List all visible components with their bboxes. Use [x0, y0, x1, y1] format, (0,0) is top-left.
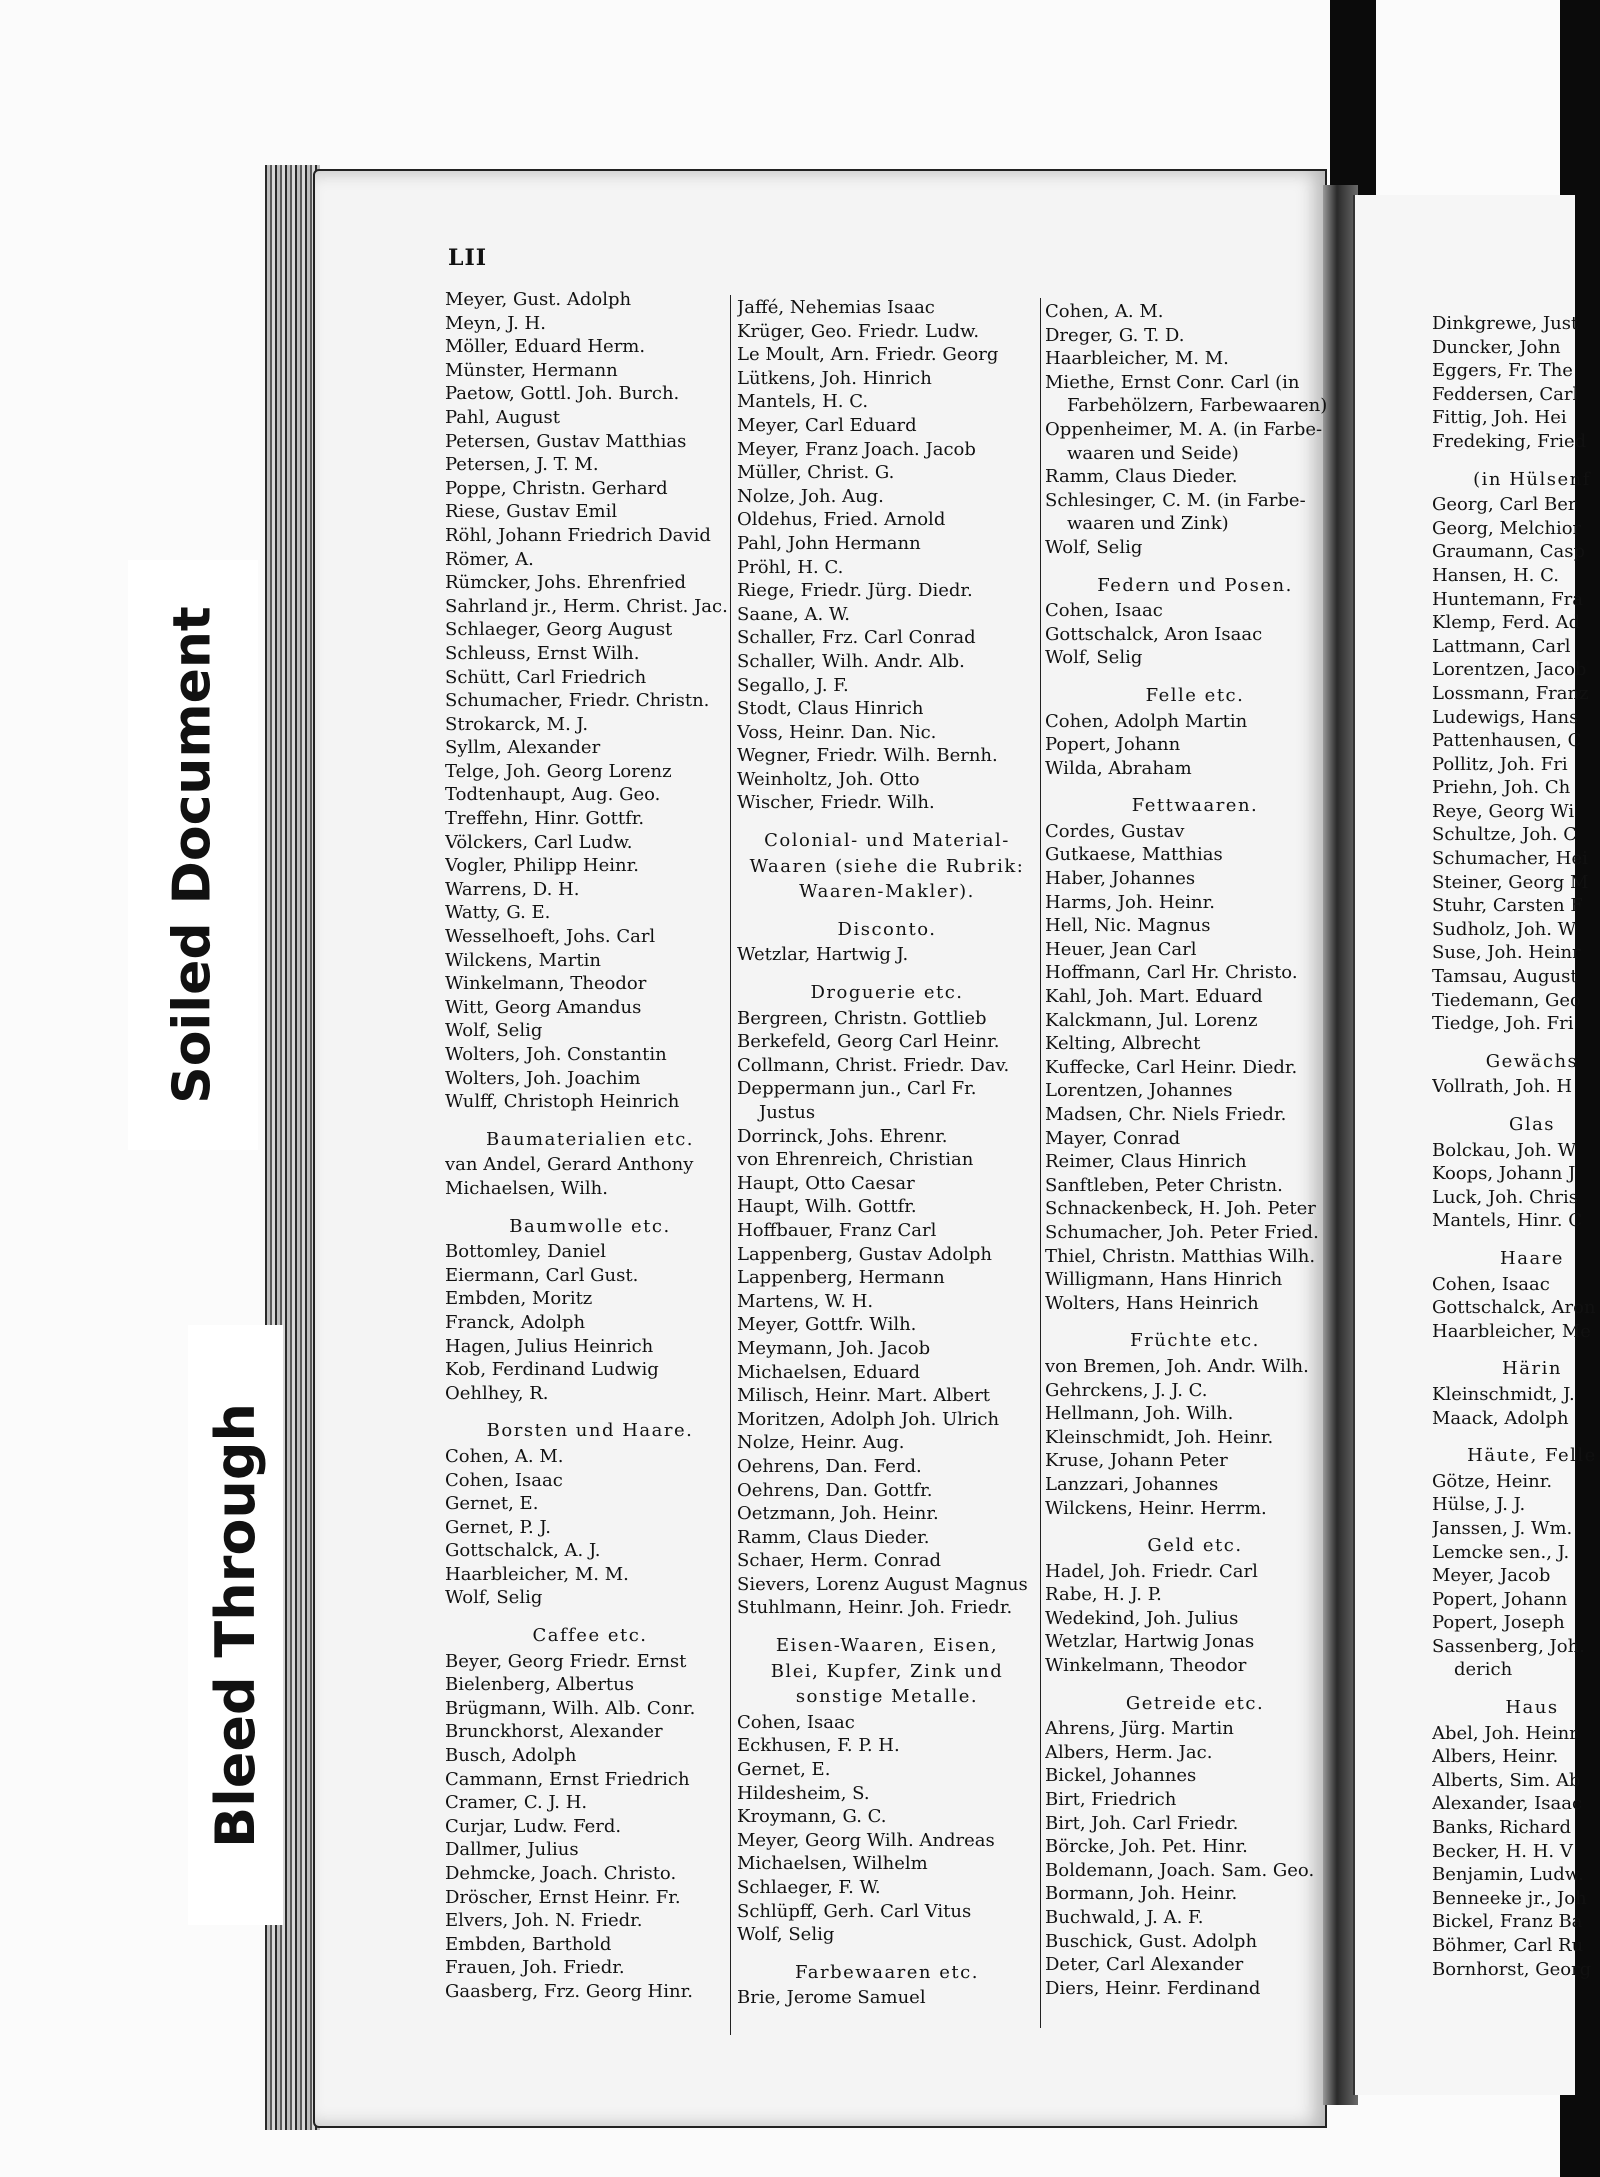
- section-heading: (in Hülsenf: [1473, 468, 1591, 490]
- directory-entry: Wilda, Abraham: [1045, 757, 1192, 779]
- directory-entry: von Ehrenreich, Christian: [737, 1149, 974, 1171]
- directory-entry: Kob, Ferdinand Ludwig: [445, 1359, 659, 1381]
- directory-entry: Oehrens, Dan. Ferd.: [737, 1455, 922, 1477]
- directory-entry: Telge, Joh. Georg Lorenz: [445, 760, 672, 782]
- directory-entry: Wolf, Selig: [1045, 647, 1143, 669]
- directory-entry: Huntemann, Fra: [1432, 588, 1584, 610]
- directory-entry: Rümcker, Johs. Ehrenfried: [445, 572, 687, 594]
- directory-entry: Alexander, Isaac: [1432, 1793, 1583, 1815]
- directory-entry: Lappenberg, Hermann: [737, 1267, 945, 1289]
- directory-entry: Tiedemann, Geo: [1432, 989, 1581, 1011]
- directory-entry: Michaelsen, Wilhelm: [737, 1853, 928, 1875]
- directory-entry: Wolters, Joh. Constantin: [445, 1044, 667, 1065]
- soiled-document-text: Soiled Document: [163, 606, 224, 1104]
- directory-entry: Gutkaese, Matthias: [1045, 844, 1223, 866]
- directory-entry: Meyn, J. H.: [445, 312, 546, 334]
- directory-entry: Franck, Adolph: [445, 1311, 586, 1333]
- directory-entry: Gehrckens, J. J. C.: [1045, 1379, 1208, 1401]
- directory-entry: Götze, Heinr.: [1432, 1470, 1553, 1492]
- directory-entry: Kalckmann, Jul. Lorenz: [1045, 1009, 1258, 1031]
- directory-entry: Michaelsen, Eduard: [737, 1361, 921, 1383]
- section-heading: Baumwolle etc.: [509, 1215, 671, 1237]
- directory-entry: Gaasberg, Frz. Georg Hinr.: [445, 1980, 693, 2002]
- directory-entry: Schlüpff, Gerh. Carl Vitus: [737, 1900, 972, 1922]
- directory-entry: Dröscher, Ernst Heinr. Fr.: [445, 1886, 681, 1908]
- directory-entry: Meymann, Joh. Jacob: [737, 1337, 931, 1359]
- directory-entry: Buschick, Gust. Adolph: [1045, 1930, 1258, 1952]
- directory-entry: Wolters, Hans Heinrich: [1045, 1292, 1259, 1314]
- directory-entry: derich: [1454, 1659, 1513, 1681]
- directory-entry: Klemp, Ferd. Ad: [1432, 612, 1581, 634]
- directory-entry: Sudholz, Joh. W: [1432, 918, 1577, 940]
- directory-entry: Beyer, Georg Friedr. Ernst: [445, 1650, 687, 1672]
- directory-entry: Oehrens, Dan. Gottfr.: [737, 1479, 933, 1501]
- section-heading: Härin: [1502, 1358, 1562, 1380]
- directory-entry: Cohen, Adolph Martin: [1045, 710, 1248, 732]
- section-heading: Caffee etc.: [532, 1625, 648, 1647]
- directory-entry: Heuer, Jean Carl: [1045, 938, 1197, 960]
- directory-entry: Mantels, H. C.: [737, 391, 869, 413]
- section-heading: Gewächs: [1485, 1050, 1579, 1072]
- directory-entry: Cammann, Ernst Friedrich: [445, 1768, 690, 1790]
- directory-entry: Georg, Melchior: [1432, 517, 1582, 539]
- directory-entry: Bickel, Franz Ba: [1432, 1911, 1583, 1933]
- directory-entry: Meyer, Gust. Adolph: [445, 289, 632, 310]
- directory-entry: Müller, Christ. G.: [737, 462, 895, 484]
- directory-entry: Priehn, Joh. Ch: [1432, 777, 1571, 799]
- directory-entry: Moritzen, Adolph Joh. Ulrich: [737, 1408, 1000, 1430]
- section-heading-continued: Blei, Kupfer, Zink und: [770, 1660, 1004, 1682]
- section-heading: Borsten und Haare.: [486, 1420, 694, 1442]
- directory-entry: Ramm, Claus Dieder.: [737, 1526, 930, 1548]
- directory-entry: Michaelsen, Wilh.: [445, 1177, 608, 1199]
- directory-column-3: [1045, 300, 1345, 2000]
- directory-entry: Brie, Jerome Samuel: [737, 1987, 926, 2009]
- directory-entry: Meyer, Franz Joach. Jacob: [737, 438, 976, 460]
- directory-entry: Cohen, Isaac: [1045, 600, 1163, 622]
- directory-entry: Haupt, Wilh. Gottfr.: [737, 1196, 917, 1218]
- directory-entry: Bolckau, Joh. W: [1432, 1139, 1577, 1161]
- directory-entry: Kahl, Joh. Mart. Eduard: [1045, 986, 1263, 1008]
- directory-entry: Reimer, Claus Hinrich: [1045, 1151, 1247, 1173]
- directory-entry: waaren und Seide): [1067, 442, 1239, 464]
- directory-entry: Benneeke jr., Joh: [1432, 1887, 1587, 1909]
- directory-entry: Popert, Johann: [1045, 734, 1181, 756]
- directory-entry: Cohen, Isaac: [445, 1469, 563, 1491]
- directory-entry: Stuhr, Carsten F: [1432, 895, 1583, 917]
- directory-entry: Wischer, Friedr. Wilh.: [737, 792, 935, 814]
- directory-column-1: [445, 288, 735, 2004]
- directory-entry: Albers, Heinr.: [1432, 1746, 1559, 1768]
- directory-entry: Weinholtz, Joh. Otto: [737, 768, 920, 790]
- directory-entry: Elvers, Joh. N. Friedr.: [445, 1910, 643, 1932]
- section-heading: Haus: [1505, 1697, 1559, 1719]
- directory-entry: Abel, Joh. Heinr: [1432, 1722, 1578, 1744]
- directory-entry: Ramm, Claus Dieder.: [1045, 466, 1238, 488]
- directory-entry: Deppermann jun., Carl Fr.: [737, 1078, 977, 1100]
- directory-entry: Miethe, Ernst Conr. Carl (in: [1045, 371, 1300, 393]
- directory-entry: von Bremen, Joh. Andr. Wilh.: [1045, 1355, 1309, 1377]
- directory-entry: Thiel, Christn. Matthias Wilh.: [1045, 1245, 1316, 1267]
- directory-entry: Dreger, G. T. D.: [1045, 324, 1185, 346]
- directory-entry: Röhl, Johann Friedrich David: [445, 524, 711, 546]
- directory-entry: Schlaeger, F. W.: [737, 1877, 881, 1898]
- directory-entry: Boldemann, Joach. Sam. Geo.: [1045, 1859, 1315, 1881]
- section-heading: Farbewaaren etc.: [795, 1961, 979, 1983]
- section-heading-continued: sonstige Metalle.: [795, 1686, 979, 1708]
- directory-entry: Kuffecke, Carl Heinr. Diedr.: [1045, 1056, 1298, 1078]
- directory-entry: Kleinschmidt, Joh. Heinr.: [1045, 1426, 1274, 1448]
- directory-entry: Sassenberg, Joh.: [1432, 1635, 1585, 1657]
- directory-entry: Haarbleicher, M. M.: [445, 1563, 629, 1585]
- directory-entry: Syllm, Alexander: [445, 737, 601, 759]
- directory-entry: Martens, W. H.: [737, 1290, 874, 1312]
- directory-entry: Meyer, Jacob: [1432, 1565, 1551, 1587]
- directory-entry: Luck, Joh. Chris: [1432, 1186, 1579, 1208]
- directory-entry: Wedekind, Joh. Julius: [1045, 1607, 1239, 1629]
- directory-entry: Rabe, H. J. P.: [1045, 1584, 1162, 1606]
- section-heading: Federn und Posen.: [1097, 574, 1293, 596]
- directory-entry: Völckers, Carl Ludw.: [445, 831, 633, 853]
- directory-entry: Wolf, Selig: [737, 1924, 835, 1946]
- column-rule: [1040, 298, 1041, 2028]
- directory-entry: Bickel, Johannes: [1045, 1765, 1197, 1787]
- directory-entry: Hell, Nic. Magnus: [1045, 915, 1211, 937]
- directory-entry: Lemcke sen., J.: [1432, 1541, 1570, 1563]
- directory-entry: Schleuss, Ernst Wilh.: [445, 642, 640, 664]
- directory-entry: Pahl, August: [445, 406, 561, 428]
- directory-entry: Kruse, Johann Peter: [1045, 1450, 1228, 1472]
- directory-entry: Poppe, Christn. Gerhard: [445, 477, 668, 499]
- directory-entry: Strokarck, M. J.: [445, 713, 589, 735]
- directory-entry: Lorentzen, Jacob: [1432, 659, 1587, 681]
- directory-entry: Hoffbauer, Franz Carl: [737, 1219, 937, 1241]
- directory-entry: Wulff, Christoph Heinrich: [445, 1091, 680, 1113]
- directory-entry: Hagen, Julius Heinrich: [445, 1335, 654, 1357]
- directory-entry: Riege, Friedr. Jürg. Diedr.: [737, 580, 973, 602]
- directory-entry: Graumann, Casp: [1432, 541, 1585, 563]
- directory-entry: Vogler, Philipp Heinr.: [445, 855, 639, 877]
- section-heading: Geld etc.: [1147, 1535, 1243, 1557]
- directory-entry: Hellmann, Joh. Wilh.: [1045, 1403, 1234, 1425]
- directory-entry: Buchwald, J. A. F.: [1045, 1907, 1204, 1928]
- directory-entry: Eckhusen, F. P. H.: [737, 1735, 900, 1757]
- directory-entry: Oppenheimer, M. A. (in Farbe-: [1045, 418, 1323, 440]
- directory-entry: Bornhorst, Georg: [1432, 1958, 1592, 1980]
- section-heading: Droguerie etc.: [810, 982, 964, 1004]
- directory-entry: Janssen, J. Wm.: [1432, 1517, 1573, 1539]
- directory-entry: Sanftleben, Peter Christn.: [1045, 1174, 1283, 1196]
- directory-entry: Brunckhorst, Alexander: [445, 1721, 663, 1743]
- directory-entry: Pollitz, Joh. Fri: [1432, 753, 1568, 775]
- directory-entry: Wilckens, Heinr. Herrm.: [1045, 1497, 1267, 1519]
- directory-entry: Schumacher, Hei: [1432, 848, 1588, 870]
- directory-entry: Todtenhaupt, Aug. Geo.: [445, 784, 661, 806]
- directory-entry: Schumacher, Joh. Peter Fried.: [1045, 1221, 1319, 1243]
- directory-entry: Schlesinger, C. M. (in Farbe-: [1045, 489, 1306, 511]
- directory-entry: Lossmann, Franz: [1432, 682, 1589, 704]
- directory-entry: Wesselhoeft, Johs. Carl: [445, 926, 656, 948]
- directory-entry: Schlaeger, Georg August: [445, 619, 673, 641]
- section-heading: Disconto.: [837, 918, 937, 940]
- directory-entry: Reye, Georg Wi: [1432, 800, 1575, 822]
- directory-entry: Cordes, Gustav: [1045, 820, 1185, 842]
- directory-entry: Gernet, E.: [445, 1493, 539, 1515]
- directory-entry: waaren und Zink): [1067, 513, 1229, 535]
- directory-entry: Schumacher, Friedr. Christn.: [445, 690, 710, 712]
- directory-entry: Wolf, Selig: [445, 1020, 543, 1042]
- directory-entry: Stuhlmann, Heinr. Joh. Friedr.: [737, 1597, 1013, 1619]
- directory-entry: Hildesheim, S.: [737, 1782, 870, 1804]
- directory-entry: Berkefeld, Georg Carl Heinr.: [737, 1031, 1000, 1053]
- directory-entry: Voss, Heinr. Dan. Nic.: [737, 721, 937, 743]
- directory-entry: Meyer, Gottfr. Wilh.: [737, 1314, 917, 1336]
- directory-entry: Winkelmann, Theodor: [1045, 1655, 1247, 1677]
- directory-entry: Gernet, E.: [737, 1759, 831, 1781]
- directory-entry: Wolf, Selig: [445, 1587, 543, 1609]
- directory-entry: Birt, Friedrich: [1045, 1789, 1177, 1811]
- directory-entry: Jaffé, Nehemias Isaac: [737, 297, 935, 318]
- section-heading: Glas: [1508, 1114, 1556, 1135]
- directory-entry: Haber, Johannes: [1045, 868, 1196, 890]
- directory-entry: Benjamin, Ludw.: [1432, 1864, 1584, 1886]
- directory-entry: Hadel, Joh. Friedr. Carl: [1045, 1560, 1258, 1582]
- directory-entry: Bormann, Joh. Heinr.: [1045, 1883, 1238, 1905]
- directory-entry: Schaer, Herm. Conrad: [737, 1550, 941, 1572]
- directory-entry: Wegner, Friedr. Wilh. Bernh.: [737, 745, 998, 767]
- directory-entry: Cohen, Isaac: [737, 1711, 855, 1733]
- directory-entry: Paetow, Gottl. Joh. Burch.: [445, 383, 680, 405]
- directory-entry: Stodt, Claus Hinrich: [737, 698, 924, 720]
- directory-entry: Mayer, Conrad: [1045, 1127, 1181, 1149]
- directory-entry: Gottschalck, Aron Isaac: [1045, 623, 1263, 645]
- directory-entry: Warrens, D. H.: [445, 878, 580, 900]
- directory-entry: Schnackenbeck, H. Joh. Peter: [1045, 1198, 1316, 1220]
- directory-entry: Gottschalck, A. J.: [445, 1540, 601, 1562]
- directory-entry: Georg, Carl Ber: [1432, 494, 1577, 516]
- bleed-through-text: Bleed Through: [204, 1402, 268, 1848]
- directory-entry: Collmann, Christ. Friedr. Dav.: [737, 1054, 1010, 1076]
- directory-entry: Cohen, Isaac: [1432, 1273, 1550, 1295]
- directory-entry: Möller, Eduard Herm.: [445, 336, 646, 358]
- directory-entry: Koops, Johann J: [1432, 1163, 1576, 1185]
- directory-entry: Harms, Joh. Heinr.: [1045, 891, 1215, 913]
- directory-entry: Gernet, P. J.: [445, 1516, 552, 1538]
- directory-entry: Petersen, J. T. M.: [445, 454, 599, 476]
- directory-entry: Pattenhausen, C: [1432, 730, 1582, 752]
- directory-entry: Mantels, Hinr. C: [1432, 1210, 1582, 1232]
- directory-entry: Hansen, H. C.: [1432, 564, 1559, 586]
- directory-entry: Krüger, Geo. Friedr. Ludw.: [737, 320, 980, 342]
- directory-entry: Riese, Gustav Emil: [445, 501, 618, 523]
- directory-column-4: [1432, 312, 1600, 1981]
- directory-entry: Segallo, J. F.: [737, 674, 849, 696]
- directory-entry: Sievers, Lorenz August Magnus: [737, 1573, 1028, 1595]
- directory-entry: Kleinschmidt, J.: [1432, 1383, 1575, 1405]
- directory-entry: Münster, Hermann: [445, 359, 618, 381]
- directory-entry: Börcke, Joh. Pet. Hinr.: [1045, 1836, 1248, 1858]
- directory-entry: Oldehus, Fried. Arnold: [737, 509, 946, 531]
- directory-entry: Dallmer, Julius: [445, 1839, 579, 1861]
- directory-entry: Haupt, Otto Caesar: [737, 1172, 915, 1194]
- directory-entry: Willigmann, Hans Hinrich: [1045, 1269, 1283, 1291]
- directory-entry: Watty, G. E.: [445, 902, 551, 924]
- directory-entry: Ahrens, Jürg. Martin: [1045, 1718, 1234, 1740]
- directory-entry: Schütt, Carl Friedrich: [445, 666, 647, 688]
- directory-entry: Busch, Adolph: [445, 1745, 577, 1767]
- directory-entry: Hülse, J. J.: [1432, 1494, 1526, 1516]
- directory-entry: Diers, Heinr. Ferdinand: [1045, 1977, 1261, 1999]
- directory-entry: Schultze, Joh. C: [1432, 824, 1578, 846]
- directory-entry: van Andel, Gerard Anthony: [445, 1154, 694, 1176]
- directory-entry: Saane, A. W.: [737, 603, 851, 625]
- directory-entry: Meyer, Carl Eduard: [737, 414, 917, 436]
- directory-entry: Duncker, John: [1432, 336, 1561, 358]
- directory-entry: Dinkgrewe, Just: [1432, 313, 1579, 334]
- directory-entry: Popert, Joseph: [1432, 1612, 1565, 1634]
- directory-entry: Winkelmann, Theodor: [445, 973, 647, 995]
- bleed-through-label: [188, 1325, 283, 1925]
- directory-entry: Dehmcke, Joach. Christo.: [445, 1863, 677, 1884]
- page-number: LII: [448, 245, 488, 271]
- directory-entry: Frauen, Joh. Friedr.: [445, 1957, 625, 1979]
- section-heading-continued: Waaren (siehe die Rubrik:: [749, 855, 1025, 877]
- directory-entry: Steiner, Georg M: [1432, 871, 1589, 893]
- directory-entry: Hoffmann, Carl Hr. Christo.: [1045, 962, 1298, 984]
- directory-entry: Lorentzen, Johannes: [1045, 1080, 1233, 1102]
- directory-entry: Lattmann, Carl: [1432, 635, 1571, 657]
- section-heading: Colonial- und Material-: [764, 830, 1010, 852]
- directory-entry: Deter, Carl Alexander: [1045, 1954, 1244, 1976]
- directory-entry: Bottomley, Daniel: [445, 1241, 606, 1263]
- directory-entry: Gottschalck, Aron: [1432, 1297, 1596, 1319]
- directory-entry: Pahl, John Hermann: [737, 532, 921, 554]
- directory-entry: Le Moult, Arn. Friedr. Georg: [737, 344, 999, 366]
- directory-entry: Wolf, Selig: [1045, 536, 1143, 558]
- directory-entry: Meyer, Georg Wilh. Andreas: [737, 1829, 995, 1851]
- directory-entry: Schaller, Wilh. Andr. Alb.: [737, 650, 965, 672]
- section-heading: Baumaterialien etc.: [486, 1128, 694, 1150]
- section-heading: Eisen-Waaren, Eisen,: [775, 1635, 999, 1657]
- directory-entry: Madsen, Chr. Niels Friedr.: [1045, 1104, 1287, 1125]
- section-heading: Haare: [1500, 1247, 1564, 1269]
- section-heading: Getreide etc.: [1125, 1692, 1265, 1714]
- directory-entry: Witt, Georg Amandus: [445, 996, 642, 1018]
- directory-entry: Oetzmann, Joh. Heinr.: [737, 1503, 939, 1525]
- directory-entry: Wilckens, Martin: [445, 949, 601, 971]
- directory-entry: Cohen, A. M.: [445, 1445, 564, 1467]
- section-heading: Früchte etc.: [1130, 1330, 1260, 1352]
- directory-entry: Farbehölzern, Farbewaaren): [1067, 395, 1328, 417]
- directory-entry: Fredeking, Fried: [1432, 430, 1587, 452]
- directory-entry: Cramer, C. J. H.: [445, 1792, 588, 1814]
- section-heading: Fettwaaren.: [1131, 795, 1259, 817]
- directory-entry: Bielenberg, Albertus: [445, 1674, 634, 1696]
- directory-column-2: [737, 296, 1037, 2010]
- section-heading: Felle etc.: [1145, 684, 1245, 706]
- directory-entry: Maack, Adolph: [1432, 1407, 1569, 1429]
- directory-entry: Milisch, Heinr. Mart. Albert: [737, 1385, 991, 1407]
- directory-entry: Lütkens, Joh. Hinrich: [737, 367, 932, 389]
- directory-entry: Tiedge, Joh. Fri: [1432, 1013, 1574, 1035]
- directory-entry: Oehlhey, R.: [445, 1382, 549, 1404]
- directory-entry: Curjar, Ludw. Ferd.: [445, 1815, 622, 1837]
- directory-entry: Haarbleicher, M. M.: [1045, 348, 1229, 370]
- directory-entry: Popert, Johann: [1432, 1588, 1568, 1610]
- directory-entry: Sahrland jr., Herm. Christ. Jac.: [445, 595, 728, 617]
- directory-entry: Vollrath, Joh. H: [1432, 1076, 1573, 1098]
- directory-entry: Lappenberg, Gustav Adolph: [737, 1243, 993, 1265]
- directory-entry: Feddersen, Carl: [1432, 383, 1579, 405]
- directory-entry: Birt, Joh. Carl Friedr.: [1045, 1812, 1239, 1834]
- directory-entry: Haarbleicher, Me: [1432, 1320, 1591, 1342]
- section-heading-continued: Waaren-Makler).: [799, 881, 975, 903]
- soiled-document-label: [128, 560, 258, 1150]
- directory-entry: Böhmer, Carl Ru: [1432, 1935, 1584, 1956]
- directory-entry: Becker, H. H. V: [1432, 1840, 1573, 1862]
- directory-entry: Brügmann, Wilh. Alb. Conr.: [445, 1697, 696, 1719]
- directory-entry: Suse, Joh. Heinr: [1432, 942, 1581, 964]
- directory-entry: Römer, A.: [445, 548, 534, 570]
- directory-entry: Albers, Herm. Jac.: [1045, 1741, 1213, 1763]
- directory-entry: Eiermann, Carl Gust.: [445, 1264, 639, 1286]
- directory-entry: Nolze, Heinr. Aug.: [737, 1432, 905, 1454]
- directory-entry: Wetzlar, Hartwig Jonas: [1045, 1631, 1255, 1653]
- directory-entry: Fittig, Joh. Hei: [1432, 407, 1567, 429]
- directory-entry: Embden, Moritz: [445, 1288, 593, 1310]
- section-heading: Häute, Felle: [1467, 1445, 1597, 1467]
- directory-entry: Petersen, Gustav Matthias: [445, 430, 687, 452]
- directory-entry: Nolze, Joh. Aug.: [737, 485, 884, 507]
- directory-entry: Dorrinck, Johs. Ehrenr.: [737, 1125, 948, 1147]
- directory-entry: Banks, Richard: [1432, 1817, 1571, 1839]
- directory-entry: Kroymann, G. C.: [737, 1806, 887, 1828]
- directory-entry: Ludewigs, Hans: [1432, 706, 1579, 728]
- directory-entry: Cohen, A. M.: [1045, 301, 1164, 322]
- directory-entry: Eggers, Fr. The: [1432, 360, 1573, 382]
- directory-entry: Embden, Barthold: [445, 1933, 612, 1955]
- directory-entry: Alberts, Sim. Ab: [1432, 1769, 1581, 1791]
- directory-entry: Treffehn, Hinr. Gottfr.: [445, 808, 645, 830]
- directory-entry: Kelting, Albrecht: [1045, 1033, 1201, 1055]
- directory-entry: Bergreen, Christn. Gottlieb: [737, 1007, 987, 1029]
- directory-entry: Lanzzari, Johannes: [1045, 1473, 1219, 1495]
- directory-entry: Tamsau, August: [1432, 966, 1578, 988]
- directory-entry: Wolters, Joh. Joachim: [445, 1067, 641, 1089]
- directory-entry: Schaller, Frz. Carl Conrad: [737, 627, 976, 649]
- directory-entry: Pröhl, H. C.: [737, 556, 844, 578]
- directory-entry: Justus: [759, 1102, 816, 1123]
- directory-entry: Wetzlar, Hartwig J.: [737, 944, 909, 966]
